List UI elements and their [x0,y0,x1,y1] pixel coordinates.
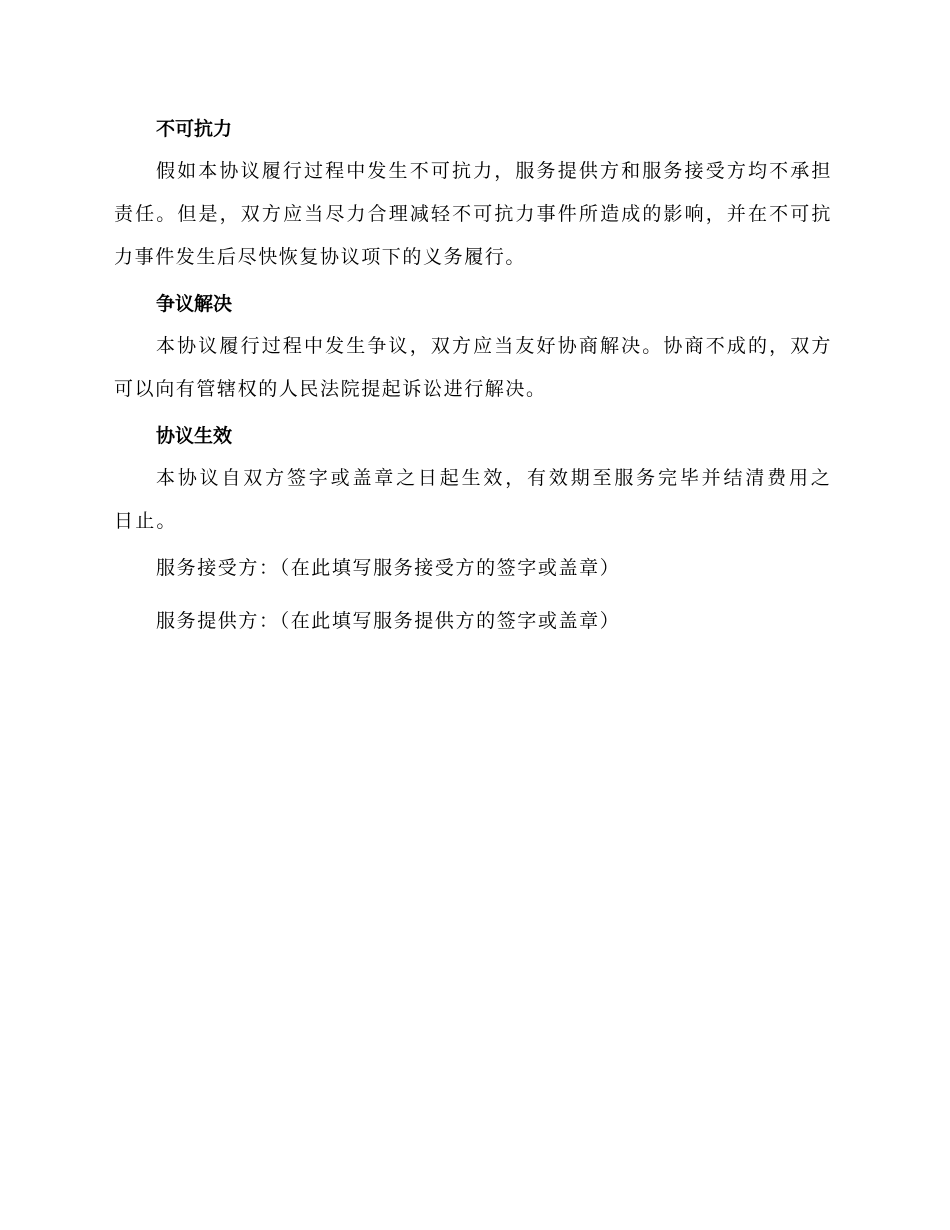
section-heading-effectiveness: 协议生效 [156,425,233,447]
section-body-effectiveness: 本协议自双方签字或盖章之日起生效，有效期至服务完毕并结清费用之日止。 [114,467,832,532]
section-body-dispute-resolution: 本协议履行过程中发生争议，双方应当友好协商解决。协商不成的，双方可以向有管辖权的人民法院提起诉讼进行解决。 [114,335,832,400]
document-page [114,108,832,643]
section-heading-force-majeure: 不可抗力 [156,118,233,140]
section-heading-dispute-resolution: 争议解决 [156,293,233,315]
signature-line-recipient: 服务接受方：（在此填写服务接受方的签字或盖章） [156,557,621,579]
signature-line-provider: 服务提供方：（在此填写服务提供方的签字或盖章） [156,610,621,632]
section-body-force-majeure: 假如本协议履行过程中发生不可抗力，服务提供方和服务接受方均不承担责任。但是，双方应当尽力合理减轻不可抗力事件所造成的影响，并在不可抗力事件发生后尽快恢复协议项下的义务履行。 [114,160,832,268]
